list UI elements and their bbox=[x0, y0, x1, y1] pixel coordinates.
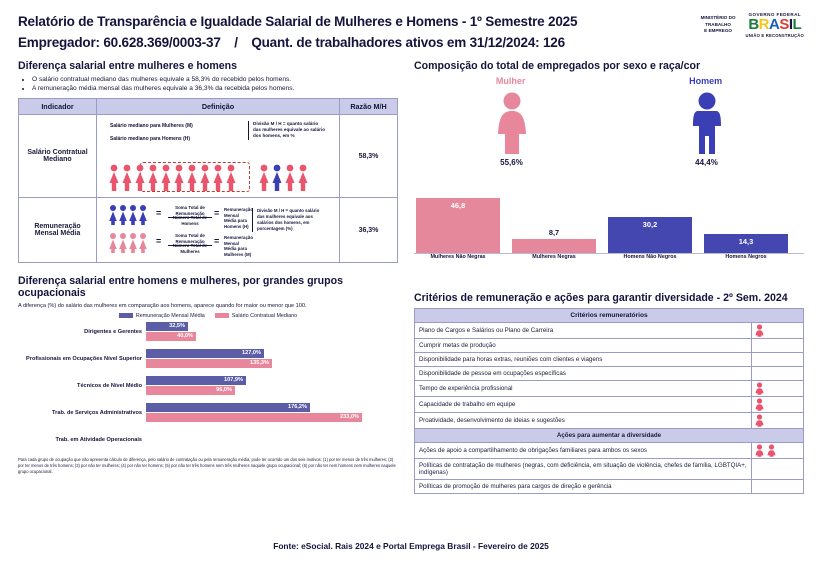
action-mark bbox=[752, 480, 804, 494]
criteria-label: Plano de Cargos e Salários ou Plano de Carreira bbox=[415, 323, 752, 339]
criteria-mark bbox=[752, 413, 804, 429]
category-label: Profissionais em Ocupações Nível Superior bbox=[26, 356, 142, 362]
bar-group bbox=[146, 375, 398, 397]
table-row bbox=[415, 339, 804, 353]
bar-group bbox=[146, 321, 398, 343]
government-logo bbox=[746, 12, 804, 38]
bar-group bbox=[146, 348, 398, 370]
subtitle-separator: / bbox=[234, 35, 238, 50]
person-icon bbox=[258, 164, 270, 192]
bar-men-black: 14,3 bbox=[704, 234, 788, 253]
group-title-men: Homem bbox=[689, 76, 723, 86]
category-label: Homens Negros bbox=[725, 254, 767, 260]
legend-swatch-monthly bbox=[119, 313, 133, 318]
criteria-mark bbox=[752, 323, 804, 339]
category-label: Trab. de Serviços Administrativos bbox=[52, 410, 142, 416]
person-icon bbox=[134, 164, 146, 192]
bar-group bbox=[146, 402, 398, 424]
legend-label-contract: Salário Contratual Mediano bbox=[231, 313, 298, 319]
ministry-logo-line2: TRABALHO bbox=[705, 21, 731, 27]
brasil-wordmark bbox=[746, 17, 804, 32]
table-row bbox=[415, 323, 804, 339]
fraction-result-men: Remuneração Mensal Média para Homens (H) bbox=[224, 207, 254, 230]
legend-swatch-contract bbox=[215, 313, 229, 318]
fraction-denominator-men: Número Total de Homens bbox=[172, 215, 208, 226]
criteria-mark bbox=[752, 367, 804, 381]
table-header-row bbox=[415, 309, 804, 323]
percent-women: 55,6% bbox=[500, 158, 523, 167]
bar-monthly: 176,2% bbox=[146, 403, 310, 412]
table-row bbox=[415, 367, 804, 381]
bar-contract: 96,0% bbox=[146, 386, 235, 395]
table-row bbox=[19, 115, 398, 198]
criteria-mark bbox=[752, 397, 804, 413]
criteria-label: Disponibilidade de pessoa em ocupações específicas bbox=[415, 367, 752, 381]
person-icon bbox=[108, 164, 120, 192]
criteria-table bbox=[414, 308, 804, 494]
source-footer: Fonte: eSocial. Rais 2024 e Portal Emprega Brasil - Fevereiro de 2025 bbox=[273, 541, 549, 551]
table-row bbox=[415, 459, 804, 480]
occupational-footnote: Para cada grupo de ocupação que não apresenta cálculo de diferença, pelo salário de contratação ou pela remuneração média, pode ter ocorrido um dos seis motivos: (1) por ter menos de três mulheres; (2) por ter menos de três homens; (3) por não ter mulheres; (4) por não ter homens; (5) por não ter três homens nem três mulheres naquele grupo ocupacional; (6) por não ter nem homens nem mulheres naquele grupo ocupacional. bbox=[18, 457, 396, 474]
race-bars bbox=[414, 175, 804, 253]
woman-marker-icon bbox=[753, 414, 766, 427]
ratio-value-median-wage: 58,3% bbox=[340, 115, 398, 198]
composition-chart bbox=[414, 76, 804, 276]
bar-monthly: 127,0% bbox=[146, 349, 264, 358]
category-label: Mulheres Não Negras bbox=[430, 254, 486, 260]
list-item: • O salário contratual mediano das mulheres equivale a 58,3% do recebido pelos homens. bbox=[32, 76, 398, 83]
monthly-pay-diagram bbox=[102, 202, 334, 258]
right-column bbox=[414, 60, 804, 494]
table-row bbox=[415, 397, 804, 413]
bar-women-black bbox=[512, 239, 596, 253]
group-title-women: Mulher bbox=[495, 76, 526, 86]
column-header-indicator: Indicador bbox=[19, 99, 97, 115]
gender-percent-row bbox=[414, 158, 804, 167]
bar-value-women-black: 8,7 bbox=[548, 228, 560, 237]
criteria-label: Capacidade de trabalho em equipe bbox=[415, 397, 752, 413]
category-label: Mulheres Negras bbox=[532, 254, 576, 260]
brasil-letter-r: R bbox=[758, 16, 770, 33]
occupational-note: A diferença (%) do salário das mulheres em comparação aos homens, aparece quando for maior ou menor que 100. bbox=[18, 303, 307, 309]
person-icon bbox=[271, 164, 283, 192]
ministry-logo bbox=[701, 15, 736, 35]
person-icon bbox=[173, 164, 185, 192]
table-header-row bbox=[415, 429, 804, 443]
fraction-result-women: Remuneração Mensal Média para Mulheres (M) bbox=[224, 235, 254, 258]
brasil-letter-l: L bbox=[792, 16, 802, 33]
actions-header: Ações para aumentar a diversidade bbox=[415, 429, 804, 443]
category-label: Homens Não Negros bbox=[623, 254, 677, 260]
column-header-definition: Definição bbox=[97, 99, 340, 115]
action-mark bbox=[752, 443, 804, 459]
person-icon bbox=[186, 164, 198, 192]
gov-logo-bottom: UNIÃO E RECONSTRUÇÃO bbox=[745, 33, 804, 38]
fraction-denominator-women: Número Total de Mulheres bbox=[172, 243, 208, 254]
left-column bbox=[18, 60, 398, 494]
occupational-legend bbox=[18, 313, 398, 319]
wage-gap-section-title: Diferença salarial entre mulheres e homens bbox=[18, 60, 238, 72]
diagram-formula-note: Divisão M / H = quanto salário das mulheres equivale aos salários dos homens, em porcentagem (%) bbox=[252, 208, 328, 232]
people-icons-row bbox=[108, 162, 330, 192]
chart-row bbox=[18, 348, 398, 370]
ministry-logo-line1: MINISTÉRIO DO bbox=[700, 15, 736, 21]
occupational-bar-chart bbox=[18, 321, 398, 451]
column-header-ratio: Razão M/H bbox=[340, 99, 398, 115]
bar-monthly: 32,5% bbox=[146, 322, 188, 331]
header-titles bbox=[18, 10, 577, 50]
two-women-marker-icon bbox=[753, 444, 779, 457]
table-row bbox=[415, 413, 804, 429]
criteria-label: Proatividade, desenvolvimento de ideias e sugestões bbox=[415, 413, 752, 429]
person-icon bbox=[199, 164, 211, 192]
wage-gap-bullets bbox=[32, 76, 398, 92]
person-icon bbox=[121, 164, 133, 192]
brasil-letter-a: A bbox=[769, 16, 780, 33]
criteria-label: Cumprir metas de produção bbox=[415, 339, 752, 353]
definition-monthly-pay bbox=[97, 198, 340, 263]
bar-contract: 40,0% bbox=[146, 332, 196, 341]
criteria-mark bbox=[752, 339, 804, 353]
diagram-label-men: Salário mediano para Homens (H) bbox=[110, 136, 191, 142]
criteria-label: Disponibilidade para horas extras, reuniões com clientes e viagens bbox=[415, 353, 752, 367]
action-mark bbox=[752, 459, 804, 480]
bar-monthly: 107,9% bbox=[146, 376, 246, 385]
diagram-label-women: Salário mediano para Mulheres (M) bbox=[110, 123, 193, 129]
table-header-row bbox=[19, 99, 398, 115]
bar-group bbox=[146, 429, 398, 451]
person-icon bbox=[225, 164, 237, 192]
brasil-letter-b: B bbox=[748, 16, 759, 33]
indicator-name-median-wage: Salário Contratual Mediano bbox=[19, 115, 97, 198]
occupational-section-title: Diferença salarial entre homens e mulheres, por grandes grupos ocupacionais bbox=[18, 275, 343, 299]
content-columns bbox=[18, 60, 804, 494]
action-label: Ações de apoio a compartilhamento de obrigações familiares para ambos os sexos bbox=[415, 443, 752, 459]
category-label: Dirigentes e Gerentes bbox=[84, 329, 142, 335]
gov-logo-top: GOVERNO FEDERAL bbox=[748, 12, 801, 17]
employer-info: Empregador: 60.628.369/0003-37 bbox=[18, 35, 221, 50]
list-item: • A remuneração média mensal das mulheres equivale a 36,3% da recebida pelos homens. bbox=[32, 85, 398, 92]
race-bar-labels bbox=[414, 254, 804, 266]
criteria-mark bbox=[752, 353, 804, 367]
median-wage-diagram bbox=[102, 119, 334, 193]
diagram-formula-note: Divisão M / H = quanto salário das mulheres equivale ao salário dos homens, em % bbox=[248, 121, 326, 140]
action-label: Políticas de contratação de mulheres (negras, com deficiência, em situação de violência, chefes de família, LGBTQIA+, indígenas) bbox=[415, 459, 752, 480]
active-workers-info: Quant. de trabalhadores ativos em 31/12/2024: 126 bbox=[251, 35, 565, 50]
indicator-name-monthly-pay: Remuneração Mensal Média bbox=[19, 198, 97, 263]
equals-sign: = bbox=[156, 236, 162, 246]
page-subtitle bbox=[18, 35, 577, 50]
woman-icon bbox=[492, 92, 532, 158]
fraction-numerator-men: Soma Total de Remuneração bbox=[168, 205, 212, 218]
composition-section-title: Composição do total de empregados por sexo e raça/cor bbox=[414, 60, 701, 72]
logos bbox=[701, 10, 804, 38]
chart-row bbox=[18, 429, 398, 451]
legend-label-monthly: Remuneração Mensal Média bbox=[135, 313, 205, 319]
person-icon bbox=[284, 164, 296, 192]
criteria-header: Critérios remuneratórios bbox=[415, 309, 804, 323]
table-row bbox=[19, 198, 398, 263]
brasil-letter-s: S bbox=[779, 16, 789, 33]
equals-sign: = bbox=[156, 208, 162, 218]
man-icon bbox=[687, 92, 727, 158]
category-label: Técnicos de Nível Médio bbox=[77, 383, 142, 389]
bar-contract: 135,3% bbox=[146, 359, 272, 368]
bar-contract: 233,0% bbox=[146, 413, 362, 422]
table-row bbox=[415, 480, 804, 494]
bar-men-nonblack: 30,2 bbox=[608, 217, 692, 253]
table-row bbox=[415, 381, 804, 397]
legend-item-monthly bbox=[119, 313, 205, 319]
composition-group-titles bbox=[414, 76, 804, 86]
person-icon bbox=[212, 164, 224, 192]
person-icon bbox=[297, 164, 309, 192]
indicator-table bbox=[18, 98, 398, 263]
person-icon bbox=[147, 164, 159, 192]
bar-women-nonblack: 46,8 bbox=[416, 198, 500, 253]
percent-men: 44,4% bbox=[695, 158, 718, 167]
equals-sign: = bbox=[214, 236, 220, 246]
woman-marker-icon bbox=[753, 382, 766, 395]
definition-median-wage bbox=[97, 115, 340, 198]
chart-row bbox=[18, 321, 398, 343]
table-row bbox=[415, 443, 804, 459]
woman-marker-icon bbox=[753, 324, 766, 337]
woman-marker-icon bbox=[753, 398, 766, 411]
page-header bbox=[18, 10, 804, 50]
fraction-numerator-women: Soma Total de Remuneração bbox=[168, 233, 212, 246]
ratio-value-monthly-pay: 36,3% bbox=[340, 198, 398, 263]
criteria-label: Tempo de experiência profissional bbox=[415, 381, 752, 397]
ministry-logo-line3: E EMPREGO bbox=[704, 28, 732, 34]
page-title: Relatório de Transparência e Igualdade Salarial de Mulheres e Homens - 1º Semestre 2025 bbox=[18, 14, 578, 29]
men-group-icon bbox=[108, 204, 152, 226]
brasil-letter-i: I bbox=[788, 16, 793, 33]
legend-item-contract bbox=[215, 313, 297, 319]
category-label: Trab. em Atividade Operacionais bbox=[55, 437, 142, 443]
person-icon bbox=[160, 164, 172, 192]
chart-row bbox=[18, 402, 398, 424]
action-label: Políticas de promoção de mulheres para cargos de direção e gerência bbox=[415, 480, 752, 494]
equals-sign: = bbox=[214, 208, 220, 218]
gender-figures bbox=[414, 86, 804, 158]
women-group-icon bbox=[108, 232, 152, 254]
table-row bbox=[415, 353, 804, 367]
criteria-mark bbox=[752, 381, 804, 397]
chart-row bbox=[18, 375, 398, 397]
criteria-section-title: Critérios de remuneração e ações para garantir diversidade - 2º Sem. 2024 bbox=[414, 292, 788, 304]
